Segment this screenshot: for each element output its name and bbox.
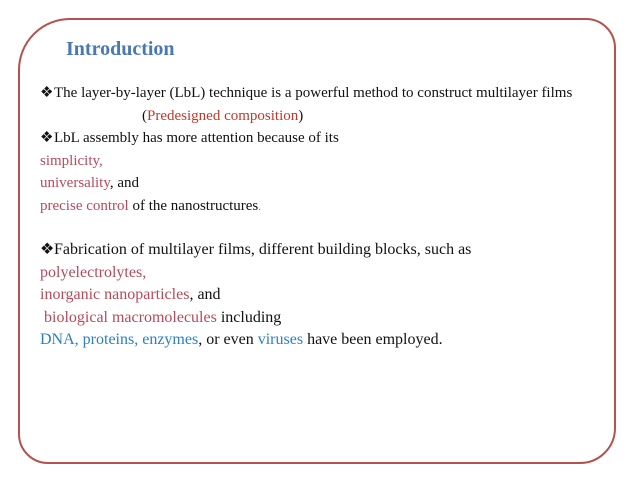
slide-title: Introduction [66, 38, 175, 60]
list-item-precise-control [40, 195, 620, 218]
polyelectrolytes-text: polyelectrolytes, [40, 263, 147, 281]
biological-macromolecules-text: biological macromolecules [44, 308, 217, 326]
bullet-1-text: The layer-by-layer (LbL) technique is a powerful method to construct multilayer films [54, 85, 573, 101]
paren-close: ) [298, 107, 304, 124]
inorganic-nanoparticles-rest: , and [189, 286, 221, 303]
sep-3: , or even [198, 331, 258, 348]
list-item-polyelectrolytes [40, 262, 620, 285]
dna-text: DNA [40, 331, 75, 348]
bullet-2-text: LbL assembly has more attention because of its [54, 130, 339, 146]
simplicity-text: simplicity, [40, 152, 103, 169]
list-item-simplicity [40, 150, 620, 173]
bullet-3-text: Fabrication of multilayer films, different building blocks, such as [54, 241, 472, 258]
viruses-text: viruses [257, 331, 304, 348]
precise-control-rest: of the nanostructures [128, 197, 259, 214]
list-item-biological-macromolecules [40, 307, 620, 330]
slide-content [40, 82, 620, 352]
enzymes-text: enzymes [142, 331, 199, 348]
predesigned-composition-text: Predesigned composition [147, 107, 299, 124]
paren-open: ( [142, 107, 147, 124]
precise-control-text: precise control [40, 197, 129, 214]
list-item-universality [40, 172, 620, 195]
sep-1: , [74, 331, 83, 348]
proteins-text: proteins [82, 331, 135, 348]
bullet-1-subline [40, 105, 620, 128]
list-item-inorganic-nanoparticles [40, 284, 620, 307]
bullet-line-2 [40, 127, 620, 150]
precise-control-period: . [258, 201, 261, 213]
diamond-bullet-icon: ❖ [40, 85, 54, 101]
diamond-bullet-icon: ❖ [40, 130, 54, 146]
sep-2: , [134, 331, 143, 348]
viruses-rest: have been employed. [303, 331, 443, 348]
inorganic-nanoparticles-text: inorganic nanoparticles [40, 286, 190, 303]
bullet-line-3 [40, 239, 620, 262]
diamond-bullet-icon: ❖ [40, 241, 55, 258]
universality-rest: , and [109, 175, 140, 191]
universality-text: universality [40, 175, 110, 191]
paragraph-gap [40, 217, 620, 239]
biological-macromolecules-rest: including [216, 308, 282, 326]
bullet-line-1 [40, 82, 620, 105]
list-item-dna-proteins [40, 329, 620, 352]
